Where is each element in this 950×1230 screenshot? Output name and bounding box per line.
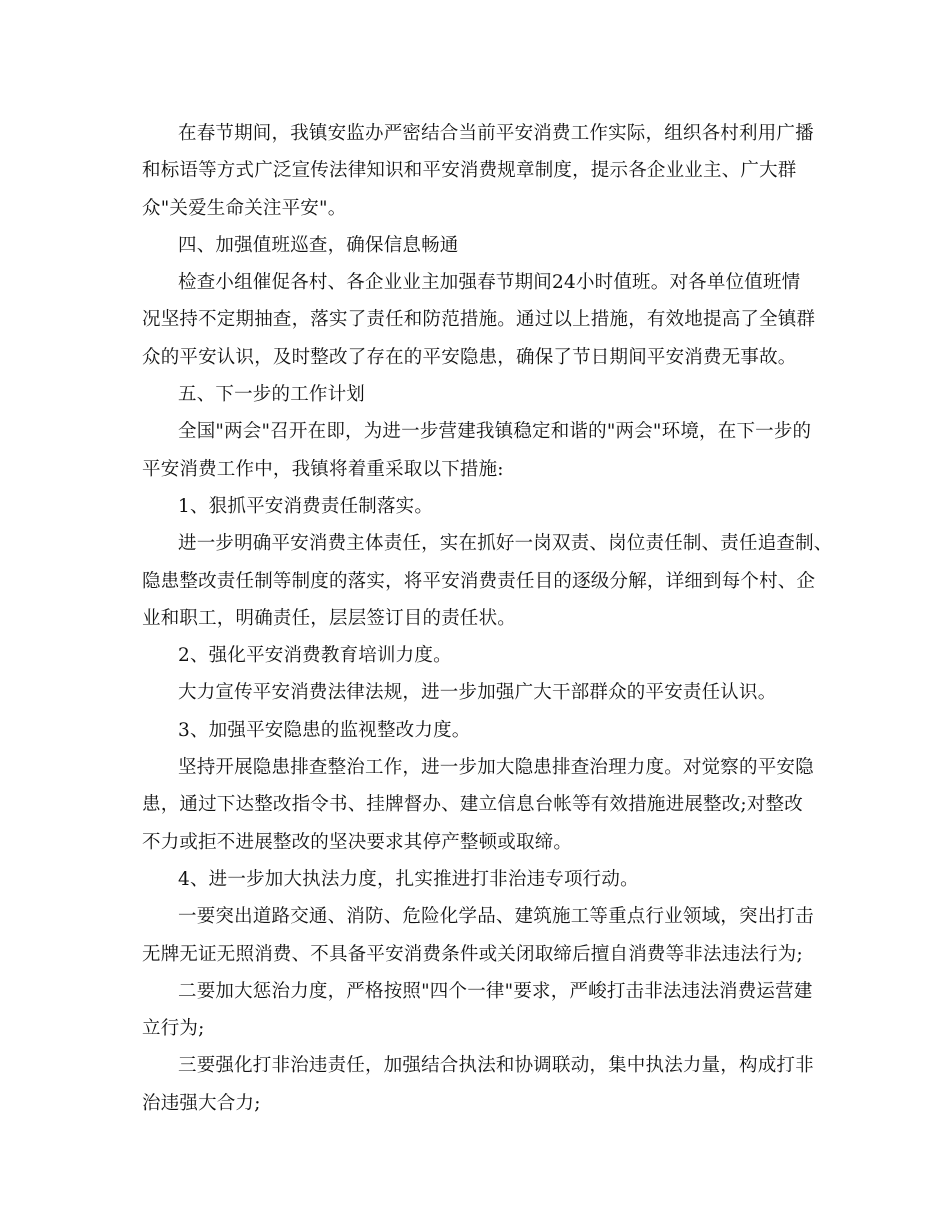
paragraph-line: 一要突出道路交通、消防、危险化学品、建筑施工等重点行业领域，突出打击 (178, 906, 814, 928)
paragraph-line: 大力宣传平安消费法律法规，进一步加强广大干部群众的平安责任认识。 (178, 682, 777, 704)
paragraph-line: 众"关爱生命关注平安"。 (142, 197, 347, 219)
paragraph-line: 在春节期间，我镇安监办严密结合当前平安消费工作实际，组织各村利用广播 (178, 123, 814, 144)
list-item-heading: 4、进一步加大执法力度，扎实推进打非治违专项行动。 (178, 868, 639, 890)
paragraph-line: 检查小组催促各村、各企业业主加强春节期间24小时值班。对各单位值班情 (178, 272, 801, 294)
paragraph-line: 进一步明确平安消费主体责任，实在抓好一岗双责、岗位责任制、责任追查制、 (178, 533, 833, 555)
paragraph-line: 治违强大合力; (142, 1092, 261, 1114)
paragraph-line: 况坚持不定期抽查，落实了责任和防范措施。通过以上措施，有效地提高了全镇群 (142, 309, 816, 331)
paragraph-line: 业和职工，明确责任，层层签订目的责任状。 (142, 607, 517, 629)
paragraph-line: 不力或拒不进展整改的坚决要求其停产整顿或取缔。 (142, 831, 573, 853)
paragraph-line: 坚持开展隐患排查整治工作，进一步加大隐患排查治理力度。对觉察的平安隐 (178, 757, 814, 779)
paragraph-line: 和标语等方式广泛宣传法律知识和平安消费规章制度，提示各企业业主、广大群 (142, 160, 797, 182)
list-item-heading: 3、加强平安隐患的监视整改力度。 (178, 719, 471, 741)
paragraph-line: 隐患整改责任制等制度的落实，将平安消费责任目的逐级分解，详细到每个村、企 (142, 570, 816, 592)
paragraph-line: 平安消费工作中，我镇将着重采取以下措施: (142, 458, 504, 480)
paragraph-line: 二要加大惩治力度，严格按照"四个一律"要求，严峻打击非法违法消费运营建 (178, 980, 813, 1002)
paragraph-line: 三要强化打非治违责任，加强结合执法和协调联动，集中执法力量，构成打非 (178, 1055, 814, 1077)
list-item-heading: 1、狠抓平安消费责任制落实。 (178, 495, 434, 517)
list-item-heading: 2、强化平安消费教育培训力度。 (178, 645, 452, 667)
section-heading: 五、下一步的工作计划 (178, 384, 366, 406)
section-heading: 四、加强值班巡查，确保信息畅通 (178, 234, 459, 256)
paragraph-line: 患，通过下达整改指令书、挂牌督办、建立信息台帐等有效措施进展整改;对整改 (142, 794, 803, 816)
document-body (142, 115, 833, 1122)
paragraph-line: 全国"两会"召开在即，为进一步营建我镇稳定和谐的"两会"环境，在下一步的 (178, 421, 812, 443)
paragraph-line: 众的平安认识，及时整改了存在的平安隐患，确保了节日期间平安消费无事故。 (142, 346, 797, 368)
paragraph-line: 无牌无证无照消费、不具备平安消费条件或关闭取缔后擅自消费等非法违法行为; (142, 943, 803, 965)
paragraph-line: 立行为; (142, 1018, 205, 1040)
